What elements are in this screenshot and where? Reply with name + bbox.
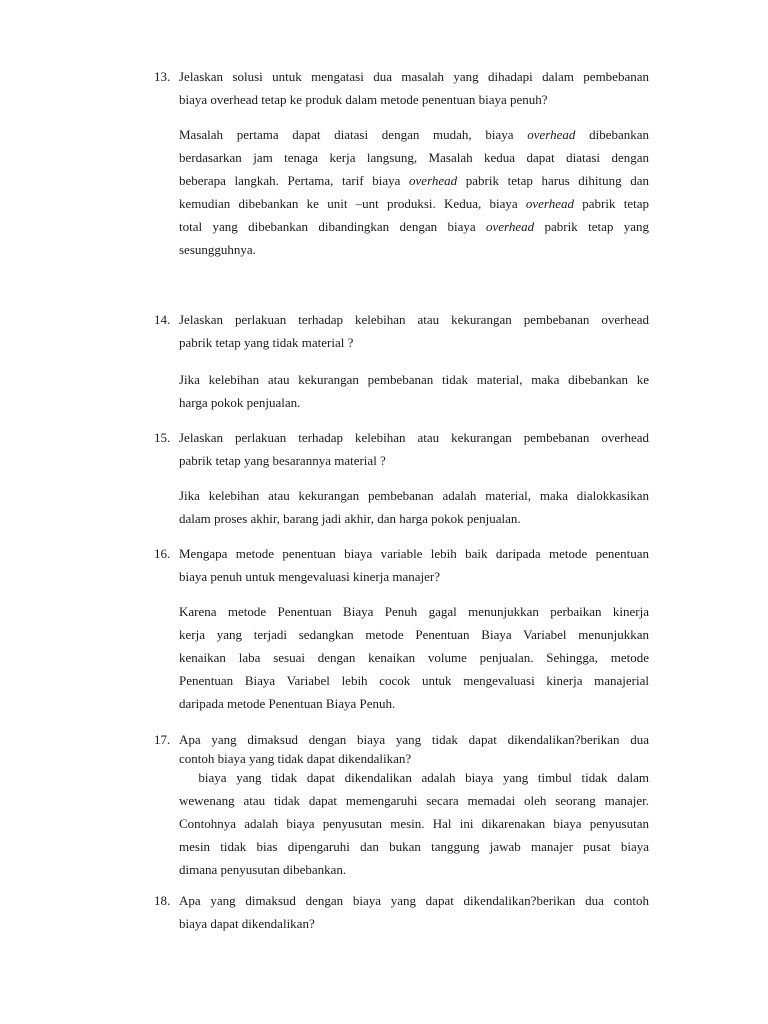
answer-line: Karena metode Penentuan Biaya Penuh gagal menunjukkan perbaikan kinerja: [179, 604, 649, 619]
question-line: pabrik tetap yang tidak material ?: [179, 335, 354, 350]
question-text: [179, 308, 649, 354]
answer-line: Masalah pertama dapat diatasi dengan mudah, biaya overhead dibebankan: [179, 127, 649, 142]
answer-text: [179, 766, 649, 881]
answer-line: kerja yang terjadi sedangkan metode Penentuan Biaya Variabel menunjukkan: [179, 627, 649, 642]
answer-line: harga pokok penjualan.: [179, 395, 301, 410]
question-text: [179, 889, 649, 935]
answer-line: daripada metode Penentuan Biaya Penuh.: [179, 696, 396, 711]
question-number: 13.: [154, 69, 171, 84]
question-line: Jelaskan perlakuan terhadap kelebihan atau kekurangan pembebanan overhead: [179, 312, 649, 327]
question-line: contoh biaya yang tidak dapat dikendalikan?: [179, 751, 412, 766]
question-text: [179, 542, 649, 588]
answer-line: Jika kelebihan atau kekurangan pembebanan tidak material, maka dibebankan ke: [179, 372, 649, 387]
question-line: Mengapa metode penentuan biaya variable lebih baik daripada metode penentuan: [179, 546, 649, 561]
answer-line: sesungguhnya.: [179, 242, 256, 257]
answer-line: dimana penyusutan dibebankan.: [179, 862, 347, 877]
answer-line: biaya yang tidak dapat dikendalikan adalah biaya yang timbul tidak dalam: [179, 770, 649, 785]
answer-line: Penentuan Biaya Variabel lebih cocok untuk mengevaluasi kinerja manajerial: [179, 673, 649, 688]
question-text: [179, 426, 649, 472]
question-line: pabrik tetap yang besarannya material ?: [179, 453, 386, 468]
answer-text: [179, 368, 649, 414]
question-line: Jelaskan solusi untuk mengatasi dua masalah yang dihadapi dalam pembebanan: [179, 69, 649, 84]
answer-text: [179, 600, 649, 715]
question-number: 15.: [154, 430, 171, 445]
answer-line: berdasarkan jam tenaga kerja langsung, Masalah kedua dapat diatasi dengan: [179, 150, 649, 165]
answer-line: total yang dibebankan dibandingkan dengan biaya overhead pabrik tetap yang: [179, 219, 649, 234]
answer-text: [179, 484, 649, 530]
answer-line: beberapa langkah. Pertama, tarif biaya overhead pabrik tetap harus dihitung dan: [179, 173, 649, 188]
question-line: biaya penuh untuk mengevaluasi kinerja manajer?: [179, 569, 440, 584]
question-text: [179, 728, 649, 766]
question-number: 17.: [154, 732, 171, 747]
question-line: biaya dapat dikendalikan?: [179, 916, 315, 931]
answer-line: Jika kelebihan atau kekurangan pembebanan adalah material, maka dialokkasikan: [179, 488, 649, 503]
question-number: 18.: [154, 893, 171, 908]
answer-line: mesin tidak bias dipengaruhi dan bukan tanggung jawab manajer pusat biaya: [179, 839, 649, 854]
answer-line: kenaikan laba sesuai dengan kenaikan volume penjualan. Sehingga, metode: [179, 650, 649, 665]
question-number: 14.: [154, 312, 171, 327]
question-text: [179, 65, 649, 111]
question-line: Apa yang dimaksud dengan biaya yang dapat dikendalikan?berikan dua contoh: [179, 893, 649, 908]
question-line: biaya overhead tetap ke produk dalam metode penentuan biaya penuh?: [179, 92, 548, 107]
question-line: Jelaskan perlakuan terhadap kelebihan atau kekurangan pembebanan overhead: [179, 430, 649, 445]
question-number: 16.: [154, 546, 171, 561]
question-line: Apa yang dimaksud dengan biaya yang tidak dapat dikendalikan?berikan dua: [179, 732, 649, 747]
answer-line: Contohnya adalah biaya penyusutan mesin. Hal ini dikarenakan biaya penyusutan: [179, 816, 649, 831]
answer-text: [179, 123, 649, 261]
answer-line: wewenang atau tidak dapat memengaruhi secara memadai oleh seorang manajer.: [179, 793, 649, 808]
answer-line: kemudian dibebankan ke unit –unt produksi. Kedua, biaya overhead pabrik tetap: [179, 196, 649, 211]
answer-line: dalam proses akhir, barang jadi akhir, dan harga pokok penjualan.: [179, 511, 521, 526]
